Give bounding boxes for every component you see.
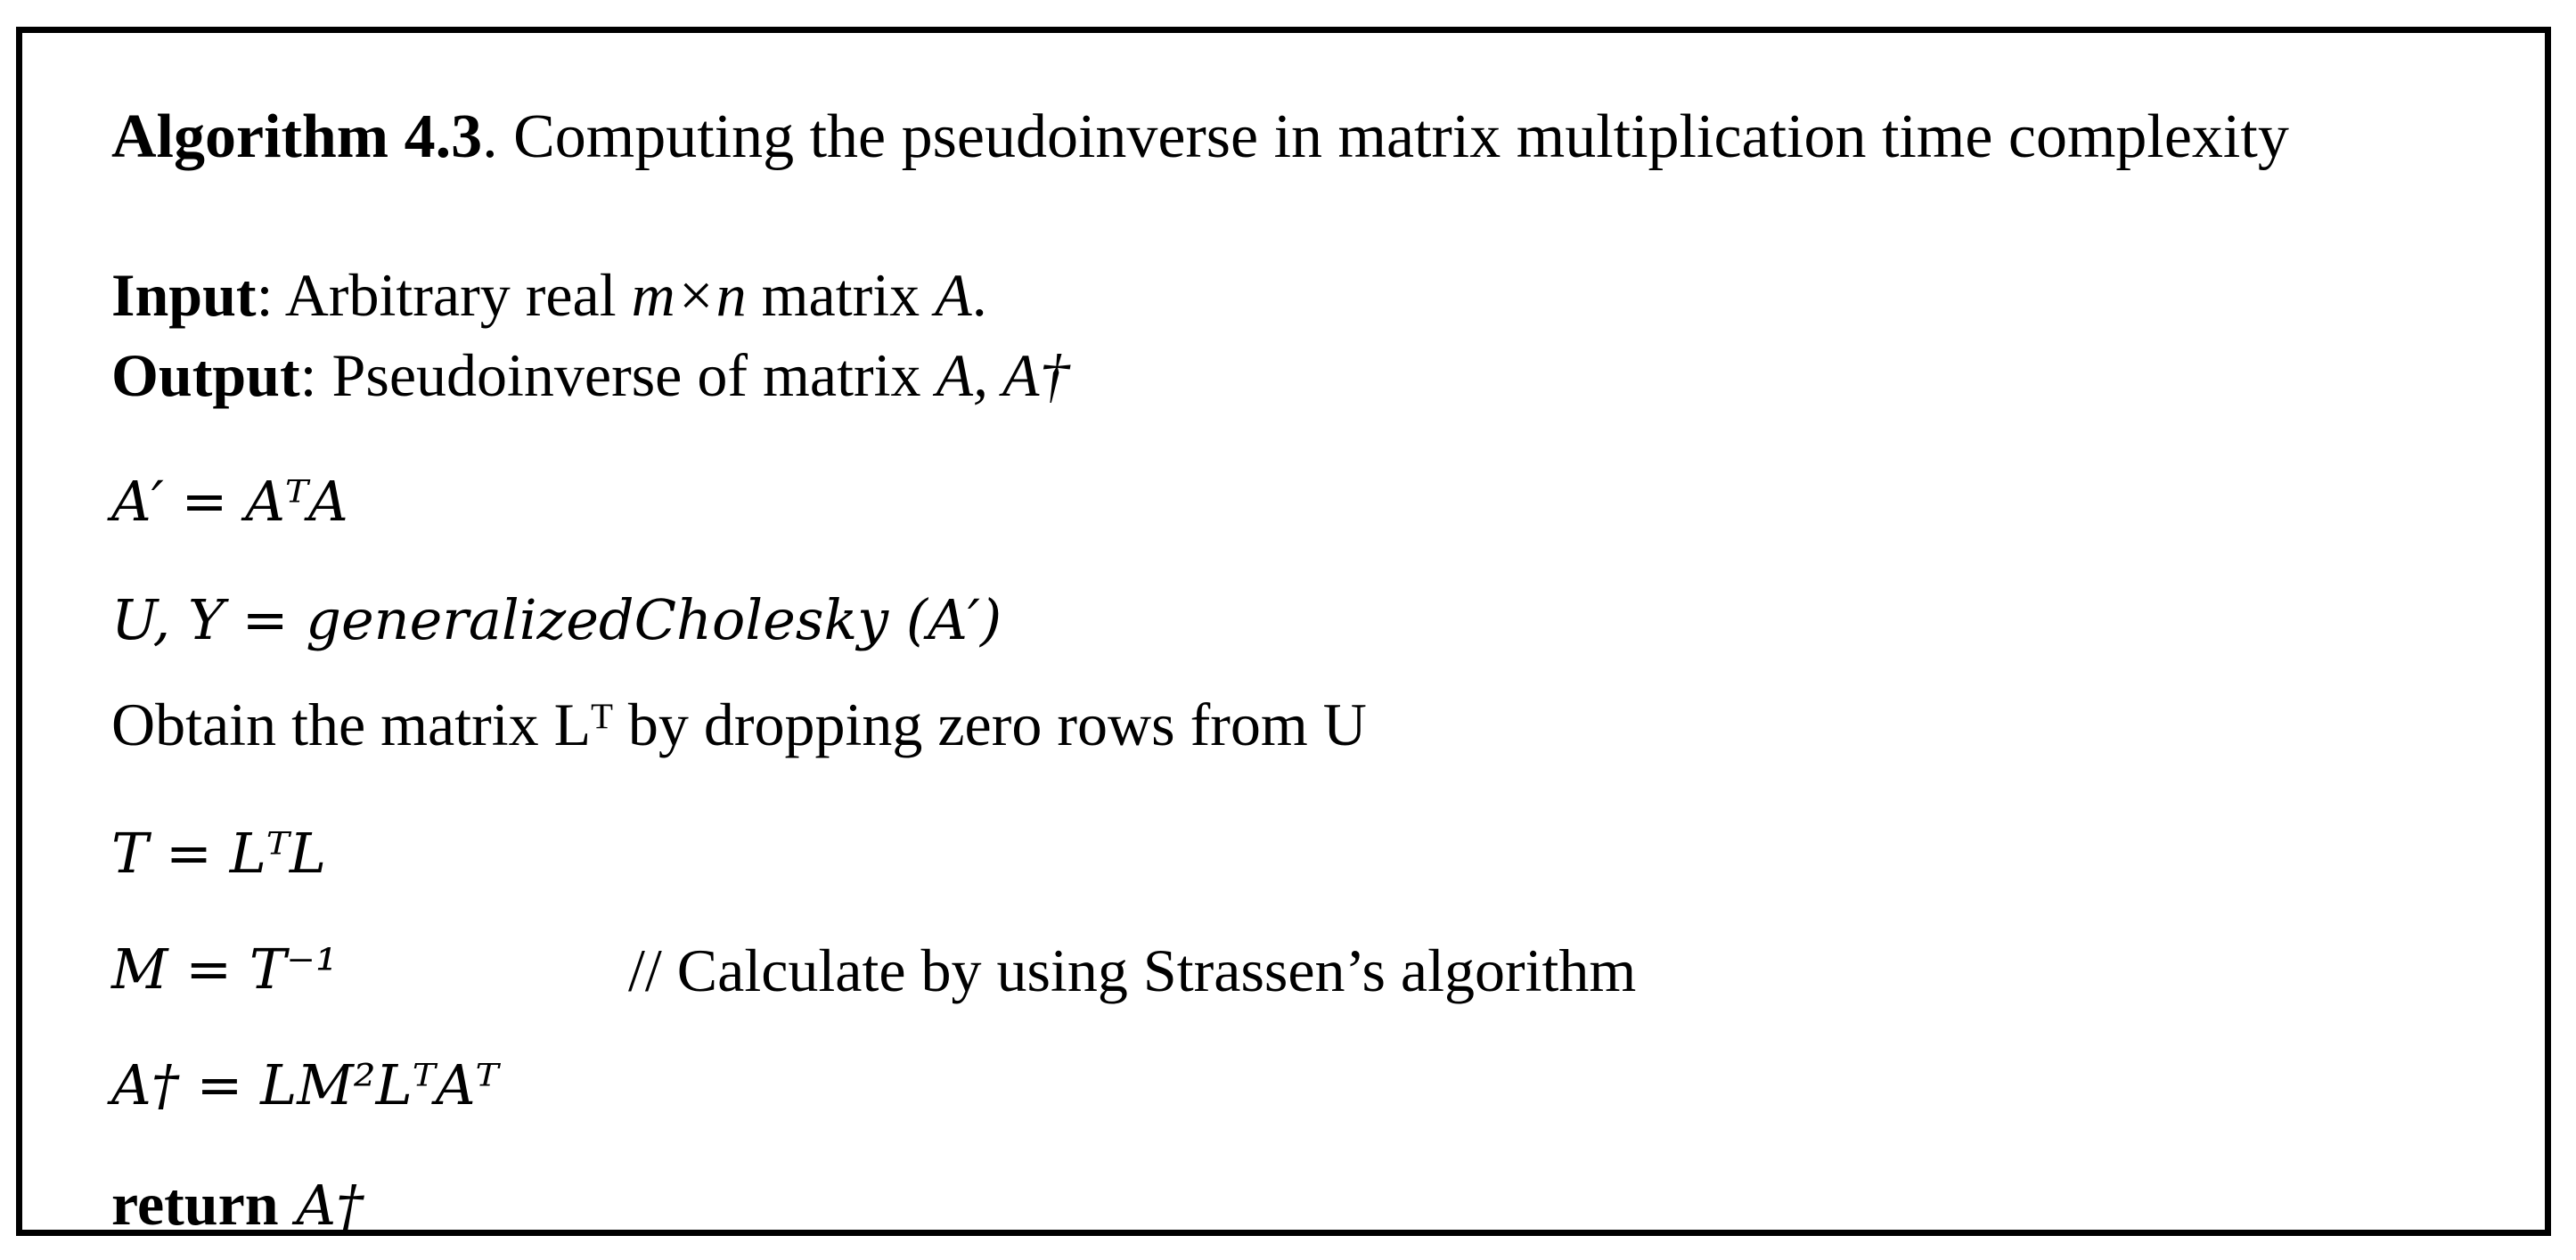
algorithm-label: Algorithm 4.3 xyxy=(111,102,483,171)
step-1: A′ = AᵀA xyxy=(111,469,348,534)
output-line xyxy=(111,341,1070,409)
step-2: U, Y = generalizedCholesky (A′) xyxy=(111,587,1002,652)
input-dims: m×n xyxy=(631,261,747,329)
step-4: T = LᵀL xyxy=(111,821,327,886)
input-text-2: matrix xyxy=(746,261,936,329)
return-value: A† xyxy=(278,1173,364,1238)
input-text: : Arbitrary real xyxy=(256,261,632,329)
output-label: Output xyxy=(111,341,300,409)
output-text: : Pseudoinverse of matrix xyxy=(299,341,936,409)
step-5: M = T⁻¹ xyxy=(111,937,338,1002)
input-end: . xyxy=(971,261,987,329)
algorithm-box xyxy=(16,27,2551,1236)
step-5-comment: // Calculate by using Strassen’s algorithm xyxy=(628,937,1637,1004)
return-keyword: return xyxy=(111,1170,279,1238)
algorithm-title xyxy=(111,102,2289,171)
input-matrix: A xyxy=(935,261,972,329)
return-line xyxy=(111,1170,364,1238)
step-6: A† = LM²LᵀAᵀ xyxy=(111,1052,499,1117)
algorithm-title-text: . Computing the pseudoinverse in matrix multiplication time complexity xyxy=(482,102,2289,171)
output-math: A, A† xyxy=(936,341,1070,409)
input-label: Input xyxy=(111,261,257,329)
step-3: Obtain the matrix Lᵀ by dropping zero rows from U xyxy=(111,691,1367,758)
input-line xyxy=(111,261,987,329)
